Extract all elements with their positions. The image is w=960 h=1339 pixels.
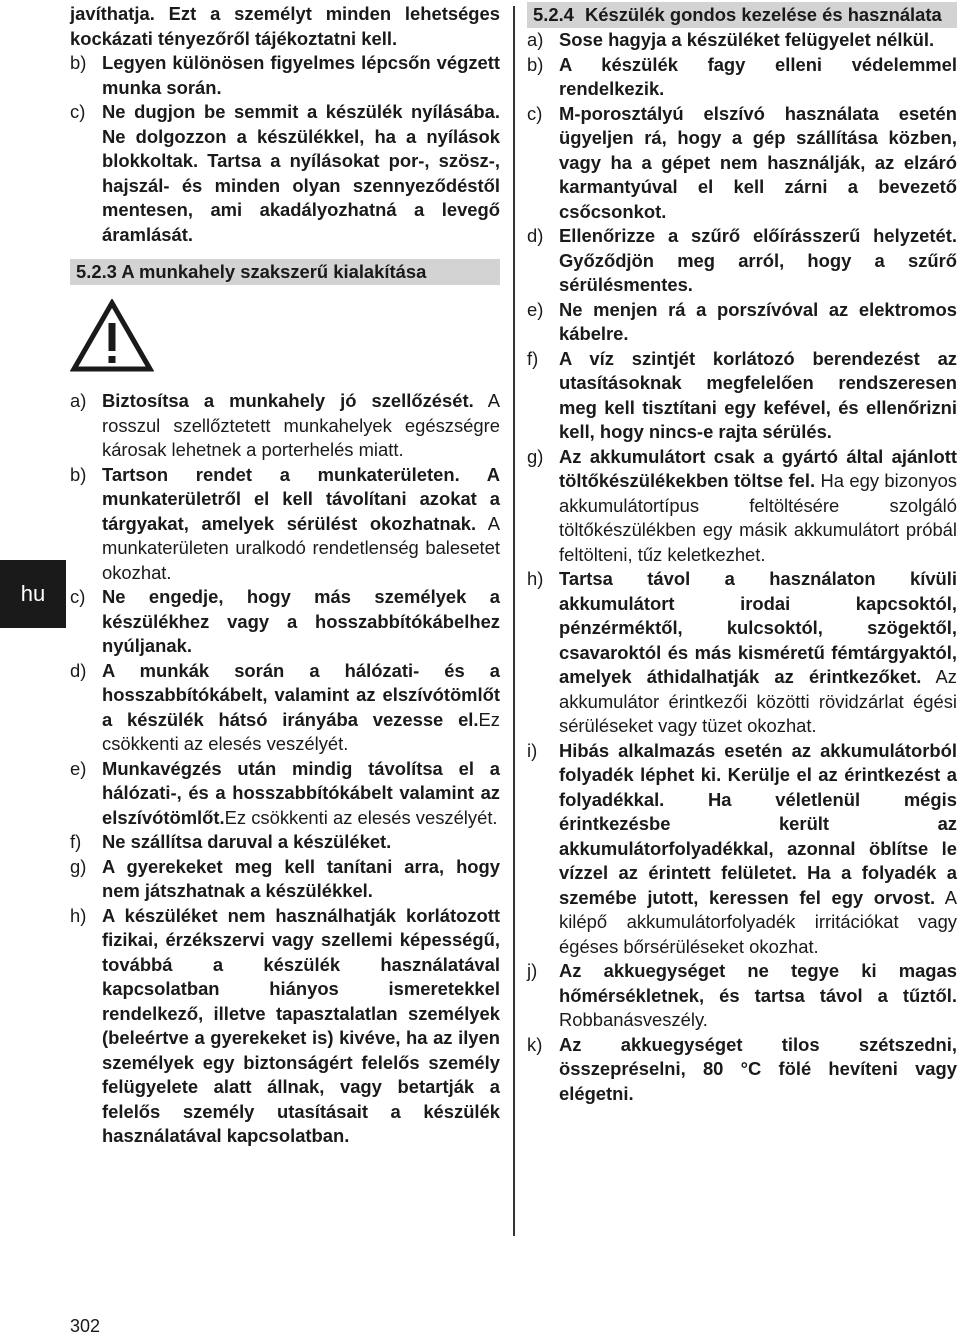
list-item-text xyxy=(559,959,957,1033)
list-item-label: h) xyxy=(70,904,87,926)
list-item xyxy=(70,757,500,831)
list-item-text xyxy=(559,739,957,960)
list-item-text xyxy=(102,757,500,831)
list-item xyxy=(70,904,500,1149)
list-item-label: i) xyxy=(527,739,538,761)
list-item-label: f) xyxy=(70,831,82,852)
list-item xyxy=(527,53,957,102)
workplace-safety-list xyxy=(70,389,500,1149)
list-item-bold-text: A munkák során a hálózati- és a hosszabbítókábelt, valamint az elszívótömlőt a készülék hátsó irányába vezesse el. xyxy=(102,659,500,730)
list-item-label: c) xyxy=(70,586,86,607)
warning-triangle-icon xyxy=(70,299,500,379)
list-item-label: d) xyxy=(527,225,544,246)
list-item xyxy=(70,463,500,586)
list-item-bold-text: Az akkuegységet tilos szétszedni, összepréselni, 80 °C fölé hevíteni vagy elégetni. xyxy=(559,1033,957,1104)
list-item-bold-text: A gyerekeket meg kell tanítani arra, hogy nem játszhatnak a készülékkel. xyxy=(102,855,500,901)
section-number: 5.2.4 xyxy=(533,4,574,25)
list-item-text xyxy=(559,567,957,739)
left-column xyxy=(70,2,500,1149)
intro-text: javíthatja. Ezt a személyt minden lehetséges kockázati tényezőről tájékoztatni kell. xyxy=(70,3,500,49)
list-item-bold-text: M-porosztályú elszívó használata esetén ügyeljen rá, hogy a gép szállítása közben, vagy ha a gépet nem használják, az elzáró karmantyúval el kell zárni a bevezető csőcsonkot. xyxy=(559,102,957,222)
list-item-text xyxy=(102,51,500,100)
list-item-normal-text: A kilépő akkumulátorfolyadék irritációkat vagy égéses bőrsérüléseket okozhat. xyxy=(559,886,957,957)
list-item-label: e) xyxy=(527,298,544,320)
list-item-label: a) xyxy=(70,390,87,411)
list-item-normal-text: Robbanásveszély. xyxy=(559,1009,708,1030)
list-item-label: j) xyxy=(527,960,538,981)
list-item-bold-text: Sose hagyja a készüléket felügyelet nélkül. xyxy=(559,29,935,50)
list-item-bold-text: Legyen különösen figyelmes lépcsőn végzett munka során. xyxy=(102,52,500,98)
section-heading-5-2-3: 5.2.3 A munkahely szakszerű kialakítása xyxy=(70,259,500,285)
list-item xyxy=(527,347,957,445)
list-item xyxy=(527,567,957,739)
list-item xyxy=(527,28,957,53)
list-item-bold-text: Az akkuegységet ne tegye ki magas hőmérsékletnek, és tartsa távol a tűztől. xyxy=(559,960,957,1006)
list-item-normal-text: A rosszul szellőztetett munkahelyek egészségre károsak lehetnek a porterhelés miatt. xyxy=(102,390,500,460)
list-item-text xyxy=(559,298,957,347)
list-item-bold-text: Tartson rendet a munkaterületen. A munkaterületről el kell távolítani azokat a tárgyakat, amelyek sérülést okozhatnak. xyxy=(102,463,500,534)
list-item-text xyxy=(102,463,500,586)
section-heading-5-2-4 xyxy=(527,2,957,28)
list-item-label: c) xyxy=(527,102,543,124)
list-item-text xyxy=(102,389,500,463)
list-item xyxy=(527,298,957,347)
list-item-bold-text: Tartsa távol a használaton kívüli akkumulátort irodai kapcsoktól, pénzérméktől, kulcsoktól, szögektől, csavaroktól és más kisméretű fémtárgyaktól, amelyek áthidalhatják az érintkezőket. xyxy=(559,568,957,687)
list-item-bold-text: Ne dugjon be semmit a készülék nyílásába. Ne dolgozzon a készülékkel, ha a nyílások blokkoltak. Tartsa a nyílásokat por-, szösz-, hajszál- és minden olyan szennyeződéstől mentesen, ami akadályozhatná a levegő áramlását. xyxy=(102,101,500,245)
list-item xyxy=(70,51,500,100)
list-item-label: b) xyxy=(70,463,87,485)
device-care-list xyxy=(527,28,957,1106)
list-item-text xyxy=(559,445,957,568)
list-item-bold-text: Ne szállítsa daruval a készüléket. xyxy=(102,831,392,852)
list-item-bold-text: Hibás alkalmazás esetén az akkumulátorból folyadék léphet ki. Kerülje el az érintkezést a folyadékkal. Ha véletlenül mégis érintkezésbe került az akkumulátorfolyadékkal, azonnal öblítse le vízzel az érintett felületet. Ha a folyadék a szemébe jutott, keressen fel egy orvost. xyxy=(559,739,957,908)
column-divider xyxy=(513,6,515,1236)
list-item-label: e) xyxy=(70,757,87,779)
list-item-text xyxy=(559,224,957,298)
page-number: 302 xyxy=(70,1316,101,1336)
list-item-text xyxy=(102,585,500,659)
right-column xyxy=(527,2,957,1106)
list-item-bold-text: Biztosítsa a munkahely jó szellőzését. xyxy=(102,390,474,411)
list-item xyxy=(527,224,957,298)
list-item-label: g) xyxy=(70,855,87,877)
section-title: Készülék gondos kezelése és használata xyxy=(585,4,942,25)
list-item-normal-text: Ez csökkenti az elesés veszélyét. xyxy=(224,806,498,828)
list-item xyxy=(527,445,957,568)
list-item-label: g) xyxy=(527,445,544,467)
list-item xyxy=(527,739,957,960)
list-item-bold-text: A víz szintjét korlátozó berendezést az utasításoknak megfelelően rendszeresen meg kell tisztítani egy kefével, és ellenőrizni kell, hogy nincs-e rajta sérülés. xyxy=(559,347,957,442)
list-item-label: k) xyxy=(527,1033,543,1055)
list-item-text xyxy=(102,904,500,1149)
list-item-text xyxy=(102,855,500,904)
list-item xyxy=(527,102,957,225)
safety-list-top xyxy=(70,51,500,247)
list-item-text xyxy=(102,659,500,757)
list-item xyxy=(70,100,500,247)
list-item-bold-text: Ne engedje, hogy más személyek a készülékhez vagy a hosszabbítókábelhez nyúljanak. xyxy=(102,586,500,656)
list-item-bold-text: A készüléket nem használhatják korlátozott fizikai, érzékszervi vagy szellemi képességű, továbbá a készülék használatával kapcsolatban hiányos ismeretekkel rendelkező, illetve tapasztalatlan személyek (beleértve a gyerekeket is) kivéve, ha az ilyen személyek egy biztonságért felelős személy felügyelete alatt állnak, vagy betartják a felelős személy utasításait a készülék használatával kapcsolatban. xyxy=(102,904,500,1146)
list-item-text xyxy=(559,28,957,53)
list-item-label: d) xyxy=(70,659,87,681)
list-item-text xyxy=(559,347,957,445)
list-item-text xyxy=(102,830,500,855)
list-item xyxy=(70,389,500,463)
list-item xyxy=(70,659,500,757)
list-item-label: a) xyxy=(527,29,544,50)
list-item-label: b) xyxy=(527,53,544,75)
list-item-label: f) xyxy=(527,347,539,369)
list-item-text xyxy=(102,100,500,247)
list-item-bold-text: Munkavégzés után mindig távolítsa el a hálózati-, és a hosszabbítókábelt valamint az elszívótömlőt. xyxy=(102,757,500,828)
list-item xyxy=(70,855,500,904)
list-item-text xyxy=(559,102,957,225)
list-item xyxy=(70,830,500,855)
list-item-normal-text: Az akkumulátor érintkezői közötti rövidzárlat égési sérüléseket vagy tüzet okozhat. xyxy=(559,666,957,736)
language-tab: hu xyxy=(0,560,66,628)
list-item-label: c) xyxy=(70,101,86,122)
list-item xyxy=(527,959,957,1033)
list-item-text xyxy=(559,1033,957,1107)
list-item xyxy=(527,1033,957,1107)
list-item-bold-text: A készülék fagy elleni védelemmel rendelkezik. xyxy=(559,53,957,99)
list-item-normal-text: Ez csökkenti az elesés veszélyét. xyxy=(102,708,500,754)
list-item-bold-text: Ne menjen rá a porszívóval az elektromos kábelre. xyxy=(559,298,957,344)
list-item-bold-text: Az akkumulátort csak a gyártó által ajánlott töltőkészülékekben töltse fel. xyxy=(559,445,957,491)
list-item-normal-text: A munkaterületen uralkodó rendetlenség balesetet okozhat. xyxy=(102,512,500,583)
list-item xyxy=(70,585,500,659)
list-item-normal-text: Ha egy bizonyos akkumulátortípus feltöltésére szolgáló töltőkészülékben egy másik akkumulátort próbál feltölteni, tűz keletkezhet. xyxy=(559,470,957,565)
list-item-bold-text: Ellenőrizze a szűrő előírásszerű helyzetét. Győződjön meg arról, hogy a szűrő sérülésmentes. xyxy=(559,225,957,295)
list-item-text xyxy=(559,53,957,102)
list-item-label: b) xyxy=(70,52,87,73)
list-item-label: h) xyxy=(527,568,544,589)
